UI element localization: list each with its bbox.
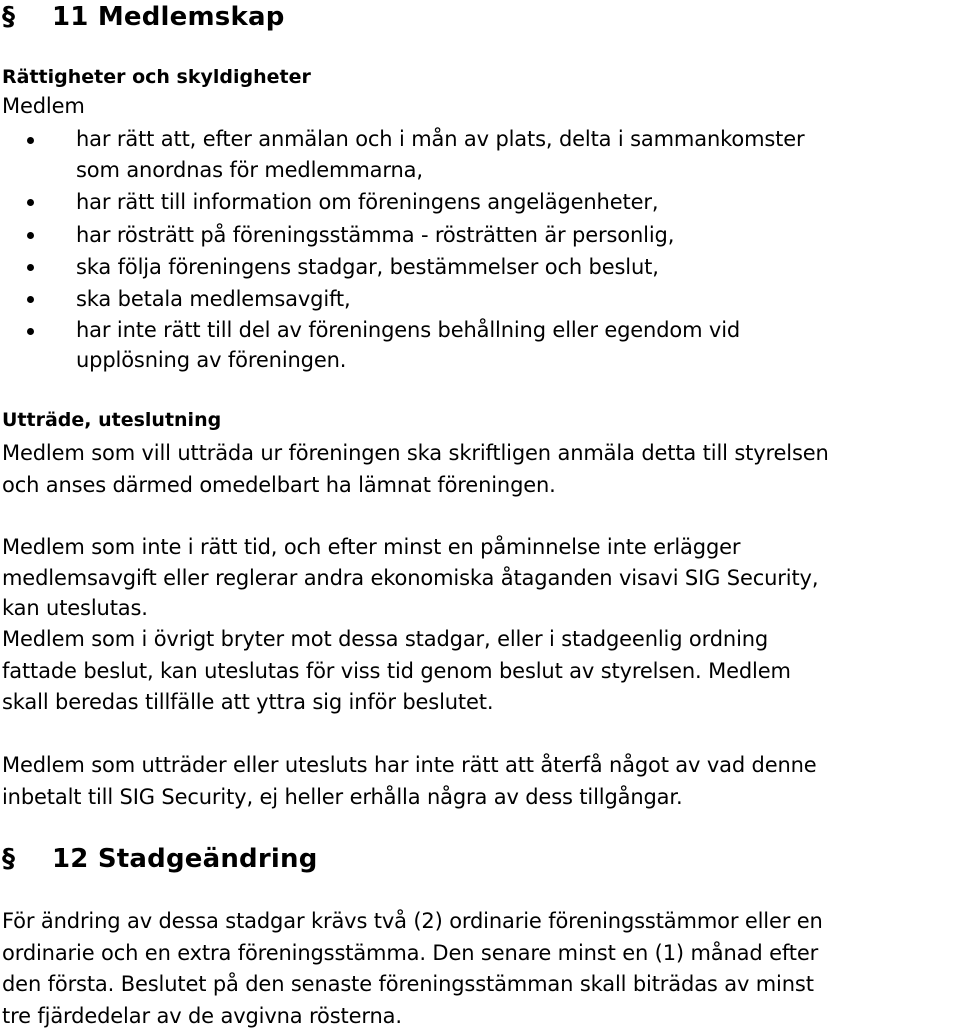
- bullet-dot: [27, 137, 34, 144]
- list-item-text: har inte rätt till del av föreningens behållning eller egendom vid: [76, 318, 741, 342]
- rights-intro: Medlem: [2, 94, 85, 118]
- section-11-title: 11 Medlemskap: [52, 2, 285, 32]
- paragraph-line: inbetalt till SIG Security, ej heller erhålla några av dess tillgångar.: [2, 785, 683, 809]
- paragraph-line: fattade beslut, kan uteslutas för viss tid genom beslut av styrelsen. Medlem: [2, 659, 791, 683]
- list-item-text: upplösning av föreningen.: [76, 348, 347, 372]
- bullet-dot: [27, 296, 34, 303]
- bullet-dot: [27, 199, 34, 206]
- section-11-heading: [2, 1, 285, 33]
- paragraph-line: och anses därmed omedelbart ha lämnat föreningen.: [2, 473, 556, 497]
- paragraph-line: Medlem som utträder eller utesluts har inte rätt att återfå något av vad denne: [2, 753, 817, 777]
- paragraph-line: Medlem som i övrigt bryter mot dessa stadgar, eller i stadgeenlig ordning: [2, 627, 769, 651]
- paragraph-line: Medlem som vill utträda ur föreningen ska skriftligen anmäla detta till styrelsen: [2, 441, 829, 465]
- paragraph-line: skall beredas tillfälle att yttra sig inför beslutet.: [2, 690, 494, 714]
- section-12-heading: [2, 843, 318, 875]
- list-item-text: som anordnas för medlemmarna,: [76, 158, 423, 182]
- exit-heading: Utträde, uteslutning: [2, 409, 222, 431]
- paragraph-line: tre fjärdedelar av de avgivna rösterna.: [2, 1004, 402, 1028]
- rights-heading: Rättigheter och skyldigheter: [2, 66, 311, 88]
- paragraph-line: den första. Beslutet på den senaste föreningsstämman skall biträdas av minst: [2, 972, 814, 996]
- bullet-dot: [27, 232, 34, 239]
- list-item-text: ska följa föreningens stadgar, bestämmelser och beslut,: [76, 255, 659, 279]
- list-item-text: har rätt att, efter anmälan och i mån av plats, delta i sammankomster: [76, 127, 805, 151]
- section-symbol: §: [2, 844, 16, 874]
- bullet-dot: [27, 264, 34, 271]
- list-item-text: ska betala medlemsavgift,: [76, 287, 351, 311]
- section-symbol: §: [2, 2, 16, 32]
- paragraph-line: Medlem som inte i rätt tid, och efter minst en påminnelse inte erlägger: [2, 535, 741, 559]
- paragraph-line: medlemsavgift eller reglerar andra ekonomiska åtaganden visavi SIG Security,: [2, 566, 819, 590]
- paragraph-line: För ändring av dessa stadgar krävs två (2) ordinarie föreningsstämmor eller en: [2, 909, 823, 933]
- list-item-text: har rösträtt på föreningsstämma - rösträtten är personlig,: [76, 223, 675, 247]
- paragraph-line: ordinarie och en extra föreningsstämma. Den senare minst en (1) månad efter: [2, 941, 819, 965]
- bullet-dot: [27, 328, 34, 335]
- paragraph-line: kan uteslutas.: [2, 596, 148, 620]
- list-item-text: har rätt till information om föreningens angelägenheter,: [76, 190, 659, 214]
- section-12-title: 12 Stadgeändring: [52, 844, 318, 874]
